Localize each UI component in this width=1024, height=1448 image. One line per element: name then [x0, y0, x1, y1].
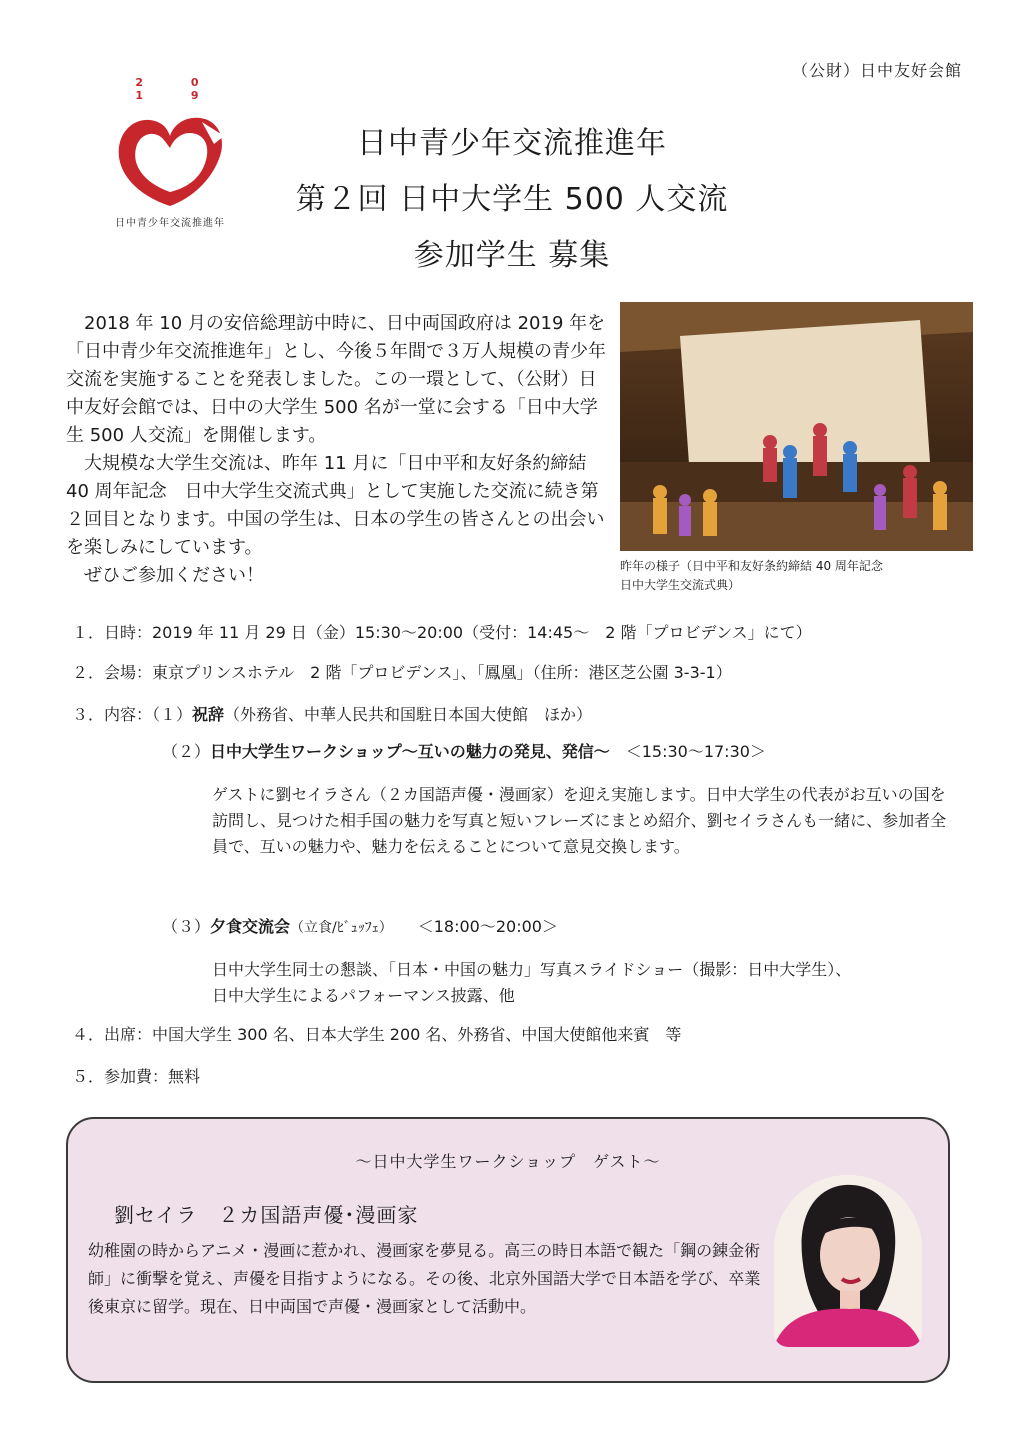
intro-paragraph-3: ぜひご参加ください！ — [84, 565, 264, 586]
dinner-title: 夕食交流会 — [210, 917, 291, 936]
dinner-description-line1: 日中大学生同士の懇談、「日本・中国の魅力」写真スライドショー（撮影：日中大学生）、 — [212, 960, 852, 979]
dinner-heading — [162, 916, 558, 939]
photo-caption — [620, 557, 980, 595]
guest-portrait-image — [774, 1175, 922, 1347]
photo-caption-line2: 日中大学生交流式典） — [620, 578, 741, 592]
workshop-time: ＜15:30～17:30＞ — [609, 742, 766, 761]
dinner-description-line2: 日中大学生によるパフォーマンス披露、他 — [212, 986, 515, 1005]
guest-name: 劉セイラ ２カ国語声優･漫画家 — [114, 1203, 419, 1227]
dinner-note: （立食/ﾋﾞｭｯﾌｪ） — [290, 920, 386, 936]
detail-content — [72, 704, 592, 726]
guest-portrait — [774, 1175, 922, 1347]
greeting-title: 祝辞 — [192, 705, 225, 724]
page-title-line1: 日中青少年交流推進年 — [357, 126, 667, 161]
intro-text — [66, 310, 614, 590]
photo-caption-line1: 昨年の様子（日中平和友好条約締結 40 周年記念 — [620, 559, 883, 573]
page-title-line3: 参加学生 募集 — [413, 238, 611, 273]
intro-paragraph-2: 大規模な大学生交流は、昨年 11 月に「日中平和友好条約締結 40 周年記念 日中大学生交流式典」として実施した交流に続き第２回目となります。中国の学生は、日本の学生の皆さんとの出会いを楽しみにしています。 — [66, 453, 605, 558]
guest-bio: 幼稚園の時からアニメ・漫画に惹かれ、漫画家を夢見る。高三の時日本語で観た「鋼の錬金術師」に衝撃を覚え、声優を目指すようになる。その後、北京外国語大学で日本語を学び、卒業後東京に留学。現在、日中両国で声優・漫画家として活動中。 — [88, 1241, 761, 1316]
intro-paragraph-1: 2018 年 10 月の安倍総理訪中時に、日中両国政府は 2019 年を「日中青少年交流推進年」とし、今後５年間で３万人規模の青少年交流を実施することを発表しました。この一環として、（公財）日中友好会館では、日中の大学生 500 名が一堂に会する「日中大学生 500 人交流」を開催します。 — [66, 313, 606, 446]
dinner-label: （３） — [162, 917, 211, 936]
event-photo — [620, 302, 973, 551]
stage-performance-image — [620, 302, 973, 551]
greeting-detail: （外務省、中華人民共和国駐日本国大使館 ほか） — [224, 705, 593, 724]
organization-name: （公財）日中友好会館 — [791, 61, 962, 80]
workshop-heading — [162, 741, 766, 763]
detail-fee: ５．参加費：無料 — [72, 1067, 201, 1086]
detail-datetime: １．日時：2019 年 11 月 29 日（金）15:30～20:00（受付：14:45～ 2 階「プロビデンス」にて） — [72, 623, 812, 642]
guest-header: ～日中大学生ワークショップ ゲスト～ — [355, 1152, 661, 1171]
detail-content-label: ３．内容：（１） — [72, 705, 193, 724]
workshop-description: ゲストに劉セイラさん（２カ国語声優・漫画家）を迎え実施します。日中大学生の代表がお互いの国を訪問し、見つけた相手国の魅力を写真と短いフレーズにまとめ紹介、劉セイラさんも一緒に、参加者全員で、互いの魅力や、魅力を伝えることについて意見交換します。 — [212, 785, 947, 856]
workshop-title: 日中大学生ワークショップ～互いの魅力の発見、発信～ — [210, 742, 610, 761]
logo-year: 2 0 1 9 — [135, 76, 221, 102]
guest-box — [66, 1117, 950, 1383]
logo-caption: 日中青少年交流推進年 — [115, 218, 225, 229]
detail-attendees: ４．出席：中国大学生 300 名、日本大学生 200 名、外務省、中国大使館他来賓 等 — [72, 1025, 682, 1044]
dinner-time: ＜18:00～20:00＞ — [385, 917, 558, 936]
dinner-description — [212, 957, 972, 1009]
workshop-label: （２） — [162, 742, 211, 761]
page-title-line2: 第２回 日中大学生 500 人交流 — [295, 182, 729, 217]
detail-venue: ２．会場：東京プリンスホテル 2 階「プロビデンス」、「鳳凰」（住所：港区芝公園 3-3-1） — [72, 663, 732, 682]
